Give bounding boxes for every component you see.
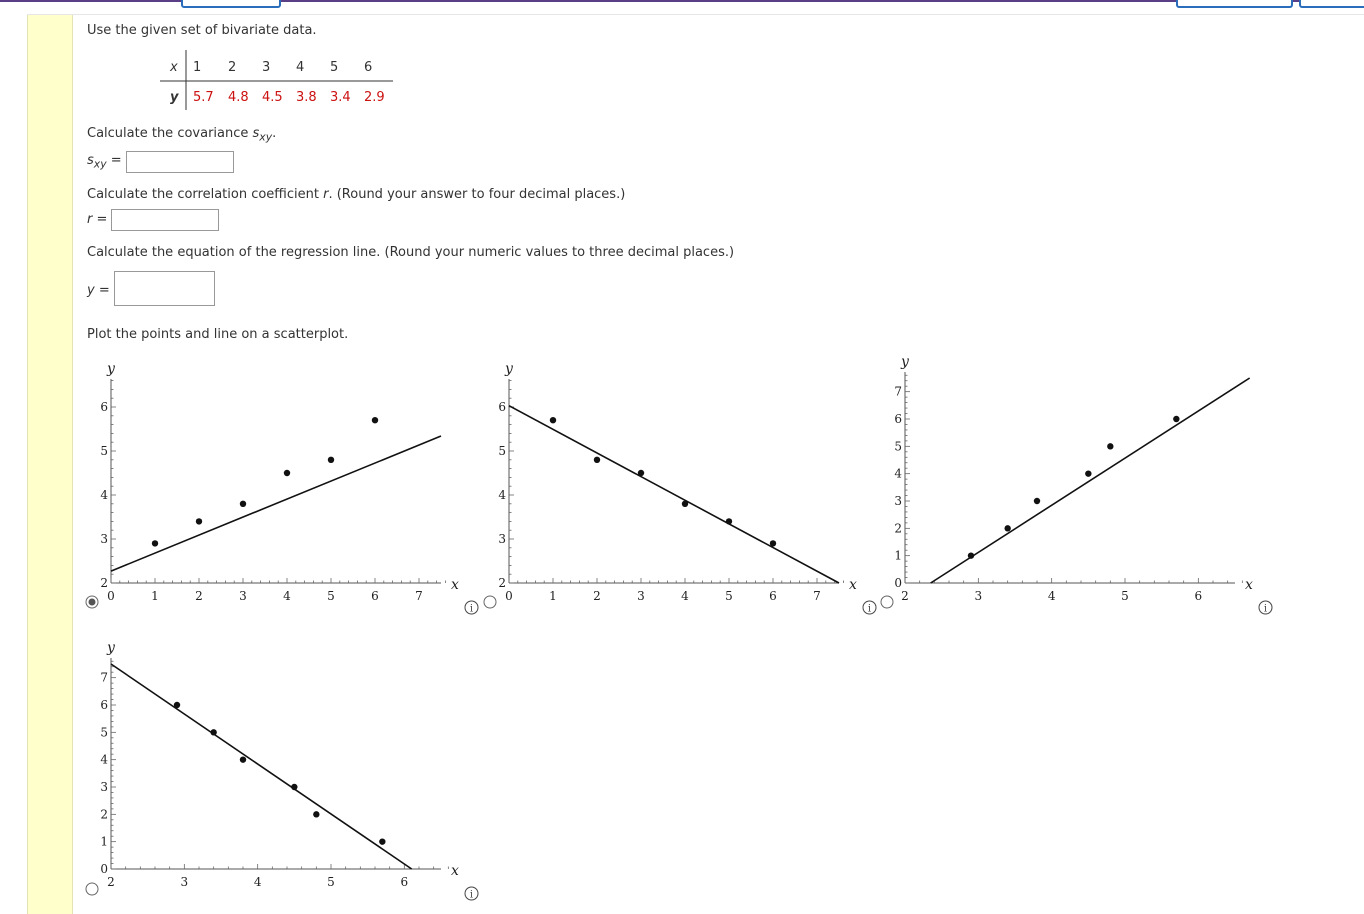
data-point	[196, 518, 202, 524]
correlation-input[interactable]	[111, 209, 219, 231]
regression-prompt: Calculate the equation of the regression line. (Round your numeric values to three decimal places.)	[87, 245, 735, 260]
data-point	[372, 417, 378, 423]
data-point	[174, 702, 180, 708]
y-tick-label: 5	[498, 444, 506, 458]
top-button-left[interactable]	[181, 0, 281, 8]
svg-text:i: i	[469, 889, 474, 901]
top-button-far-right[interactable]	[1299, 0, 1364, 8]
question-sidebar	[27, 15, 73, 914]
svg-text:i: i	[469, 603, 474, 615]
y-tick-label: 5	[100, 444, 108, 458]
x-tick-label: 0	[107, 589, 115, 603]
data-point	[594, 457, 600, 463]
intro-text: Use the given set of bivariate data.	[87, 23, 317, 38]
y-tick-label: 3	[498, 532, 506, 546]
y-tick-label: 2	[498, 576, 506, 590]
data-point	[240, 501, 246, 507]
y-axis-label: y	[107, 361, 115, 377]
x-tick-label: 1	[151, 589, 159, 603]
table-x-cell: 5	[330, 60, 339, 75]
y-tick-label: 6	[894, 412, 902, 426]
x-tick-label: 4	[283, 589, 291, 603]
y-tick-label: 5	[894, 439, 902, 454]
data-point	[291, 784, 297, 790]
data-point	[968, 552, 974, 558]
option-d-radio[interactable]	[85, 882, 99, 896]
table-y-cell: 4.8	[228, 90, 249, 105]
x-tick-label: 4	[253, 875, 262, 889]
correlation-prompt: Calculate the correlation coefficient r. (Round your answer to four decimal places.)	[87, 187, 626, 202]
table-y-cell: 4.5	[262, 90, 283, 105]
regression-line	[509, 406, 839, 583]
scatterplot-prompt: Plot the points and line on a scatterplot.	[87, 327, 349, 342]
table-x-label: x	[170, 60, 178, 75]
x-tick-label: 7	[813, 589, 821, 603]
option-c-radio[interactable]	[880, 595, 894, 609]
table-x-cell: 1	[193, 60, 202, 75]
x-tick-label: 3	[974, 589, 983, 603]
y-tick-label: 5	[100, 725, 108, 740]
top-button-right[interactable]	[1176, 0, 1293, 8]
x-tick-label: 5	[327, 875, 335, 889]
svg-text:i: i	[867, 603, 872, 615]
data-point	[210, 729, 216, 735]
table-y-cell: 2.9	[364, 90, 385, 105]
correlation-label: r =	[87, 212, 108, 227]
top-divider	[27, 14, 1364, 15]
y-axis-label: y	[107, 640, 115, 656]
regression-line	[111, 664, 412, 869]
info-icon[interactable]	[464, 600, 479, 615]
x-tick-label: 6	[371, 589, 379, 603]
data-point	[152, 540, 158, 546]
x-tick-label: 3	[239, 589, 247, 603]
scatterplot-option-a	[85, 352, 485, 624]
y-tick-label: 3	[100, 780, 108, 794]
y-tick-label: 4	[100, 488, 108, 502]
data-point	[1004, 525, 1010, 531]
x-tick-label: 6	[769, 589, 777, 603]
y-axis-label: y	[901, 354, 909, 370]
x-tick-label: 2	[107, 875, 115, 889]
x-tick-label: 3	[180, 875, 189, 889]
regression-input[interactable]	[114, 271, 215, 306]
x-tick-label: 3	[637, 589, 645, 603]
scatterplot-option-d	[85, 638, 485, 910]
info-icon[interactable]	[862, 600, 877, 615]
svg-text:i: i	[1263, 603, 1268, 615]
covariance-label: $s_{xy}$ =	[87, 153, 122, 171]
y-tick-label: 3	[100, 532, 108, 546]
table-x-cell: 6	[364, 60, 373, 75]
y-tick-label: 6	[100, 698, 108, 712]
regression-line	[931, 378, 1250, 583]
x-tick-label: 4	[1047, 589, 1056, 603]
x-tick-label: 1	[549, 589, 557, 603]
data-point	[284, 470, 290, 476]
table-x-cell: 2	[228, 60, 237, 75]
x-tick-label: 5	[1121, 589, 1129, 603]
option-b-radio[interactable]	[483, 595, 497, 609]
y-tick-label: 2	[100, 807, 108, 822]
x-tick-label: 2	[901, 589, 909, 603]
y-tick-label: 4	[100, 752, 108, 767]
data-point	[240, 756, 246, 762]
data-point	[1085, 470, 1091, 476]
y-tick-label: 2	[100, 576, 108, 590]
data-point	[1107, 443, 1113, 449]
x-axis-label: x	[451, 577, 459, 593]
data-point	[550, 417, 556, 423]
regression-label: y =	[87, 283, 110, 298]
table-x-cell: 3	[262, 60, 271, 75]
covariance-prompt: Calculate the covariance $s_{xy}$.	[87, 126, 277, 144]
data-point	[770, 540, 776, 546]
x-axis-label: x	[451, 863, 459, 879]
regression-line	[111, 436, 441, 571]
info-icon[interactable]	[464, 886, 479, 901]
x-axis-label: x	[849, 577, 857, 593]
x-tick-label: 6	[1194, 589, 1203, 603]
data-point	[313, 811, 319, 817]
y-tick-label: 0	[894, 576, 902, 590]
y-tick-label: 6	[100, 400, 108, 414]
y-tick-label: 6	[498, 400, 506, 414]
data-point	[379, 838, 385, 844]
y-tick-label: 3	[894, 494, 902, 508]
x-tick-label: 0	[505, 589, 513, 603]
data-point	[638, 470, 644, 476]
x-tick-label: 2	[195, 589, 203, 603]
data-point	[1173, 416, 1179, 422]
covariance-input[interactable]	[126, 151, 234, 173]
table-y-cell: 3.8	[296, 90, 317, 105]
y-tick-label: 4	[894, 466, 902, 481]
table-y-cell: 5.7	[193, 90, 214, 105]
y-tick-label: 4	[498, 488, 506, 502]
y-tick-label: 7	[100, 670, 108, 685]
y-axis-label: y	[505, 361, 513, 377]
table-x-cell: 4	[296, 60, 305, 75]
x-tick-label: 6	[400, 875, 409, 889]
x-tick-label: 4	[681, 589, 689, 603]
scatterplot-option-b	[483, 352, 883, 624]
y-tick-label: 1	[100, 834, 108, 849]
y-tick-label: 2	[894, 521, 902, 536]
option-a-radio[interactable]	[85, 595, 99, 609]
scatterplot-option-c	[863, 352, 1283, 624]
x-tick-label: 5	[327, 589, 335, 603]
data-point	[726, 518, 732, 524]
data-point	[328, 457, 334, 463]
data-point	[1034, 498, 1040, 504]
info-icon[interactable]	[1258, 600, 1273, 615]
y-tick-label: 0	[100, 862, 108, 876]
y-tick-label: 7	[894, 384, 902, 399]
x-axis-label: x	[1245, 577, 1253, 593]
table-y-label: y	[170, 90, 179, 105]
table-y-cell: 3.4	[330, 90, 351, 105]
x-tick-label: 2	[593, 589, 601, 603]
x-tick-label: 7	[415, 589, 423, 603]
y-tick-label: 1	[894, 548, 902, 563]
x-tick-label: 5	[725, 589, 733, 603]
data-point	[682, 501, 688, 507]
